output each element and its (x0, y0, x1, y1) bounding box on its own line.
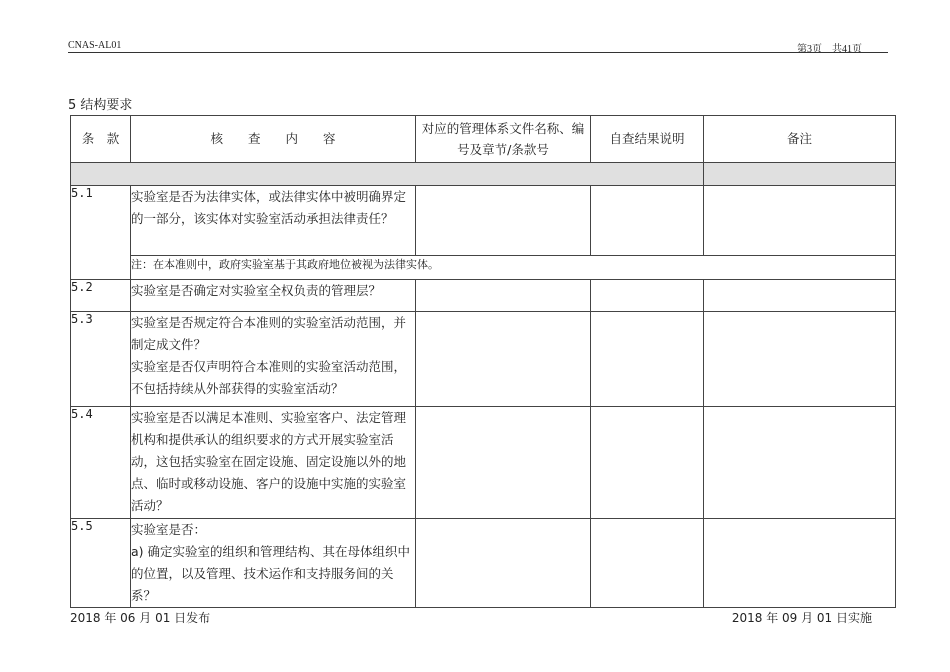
table-row (71, 186, 896, 256)
remarks-cell (704, 519, 896, 608)
clause-number: 5.4 (71, 407, 131, 519)
header-clause: 条 款 (71, 116, 131, 163)
doc-ref-cell (416, 407, 591, 519)
note-text: 注：在本准则中，政府实验室基于其政府地位被视为法律实体。 (131, 256, 896, 280)
self-check-cell (591, 407, 704, 519)
remarks-cell (704, 312, 896, 407)
check-content: 实验室是否规定符合本准则的实验室活动范围，并制定成文件？ 实验室是否仅声明符合本准则的实验室活动范围，不包括持续从外部获得的实验室活动？ (131, 312, 416, 407)
self-check-cell (591, 519, 704, 608)
check-content: 实验室是否： a) 确定实验室的组织和管理结构、其在母体组织中的位置，以及管理、技术运作和支持服务间的关系？ (131, 519, 416, 608)
table-header-row (71, 116, 896, 163)
check-content: 实验室是否为法律实体，或法律实体中被明确界定的一部分，该实体对实验室活动承担法律责任？ (131, 186, 416, 256)
gray-cell (704, 163, 896, 186)
self-check-cell (591, 312, 704, 407)
checklist-table (70, 115, 896, 608)
remarks-cell (704, 407, 896, 519)
header-content: 核 查 内 容 (131, 116, 416, 163)
effective-date: 2018 年 09 月 01 日实施 (731, 611, 872, 625)
clause-number: 5.1 (71, 186, 131, 280)
gray-cell (71, 163, 704, 186)
doc-ref-cell (416, 312, 591, 407)
table-row (71, 519, 896, 608)
header-remarks: 备注 (704, 116, 896, 163)
note-row (71, 256, 896, 280)
clause-number: 5.5 (71, 519, 131, 608)
table-row (71, 312, 896, 407)
remarks-cell (704, 186, 896, 256)
clause-number: 5.3 (71, 312, 131, 407)
remarks-cell (704, 280, 896, 312)
check-content: 实验室是否确定对实验室全权负责的管理层？ (131, 280, 416, 312)
doc-ref-cell (416, 280, 591, 312)
publish-date: 2018 年 06 月 01 日发布 (70, 611, 211, 625)
gray-spacer-row (71, 163, 896, 186)
section-title: 5 结构要求 (68, 98, 133, 113)
doc-code: CNAS-AL01 (68, 40, 122, 51)
table-row (71, 407, 896, 519)
doc-ref-cell (416, 186, 591, 256)
doc-ref-cell (416, 519, 591, 608)
table-row (71, 280, 896, 312)
self-check-cell (591, 186, 704, 256)
header-doc-ref: 对应的管理体系文件名称、编号及章节/条款号 (416, 116, 591, 163)
clause-number: 5.2 (71, 280, 131, 312)
self-check-cell (591, 280, 704, 312)
check-content: 实验室是否以满足本准则、实验室客户、法定管理机构和提供承认的组织要求的方式开展实验室活动，这包括实验室在固定设施、固定设施以外的地点、临时或移动设施、客户的设施中实施的实验室活动？ (131, 407, 416, 519)
page-info: 第3页 共41页 (797, 44, 862, 55)
header-self-check: 自查结果说明 (591, 116, 704, 163)
header-divider (68, 52, 888, 53)
